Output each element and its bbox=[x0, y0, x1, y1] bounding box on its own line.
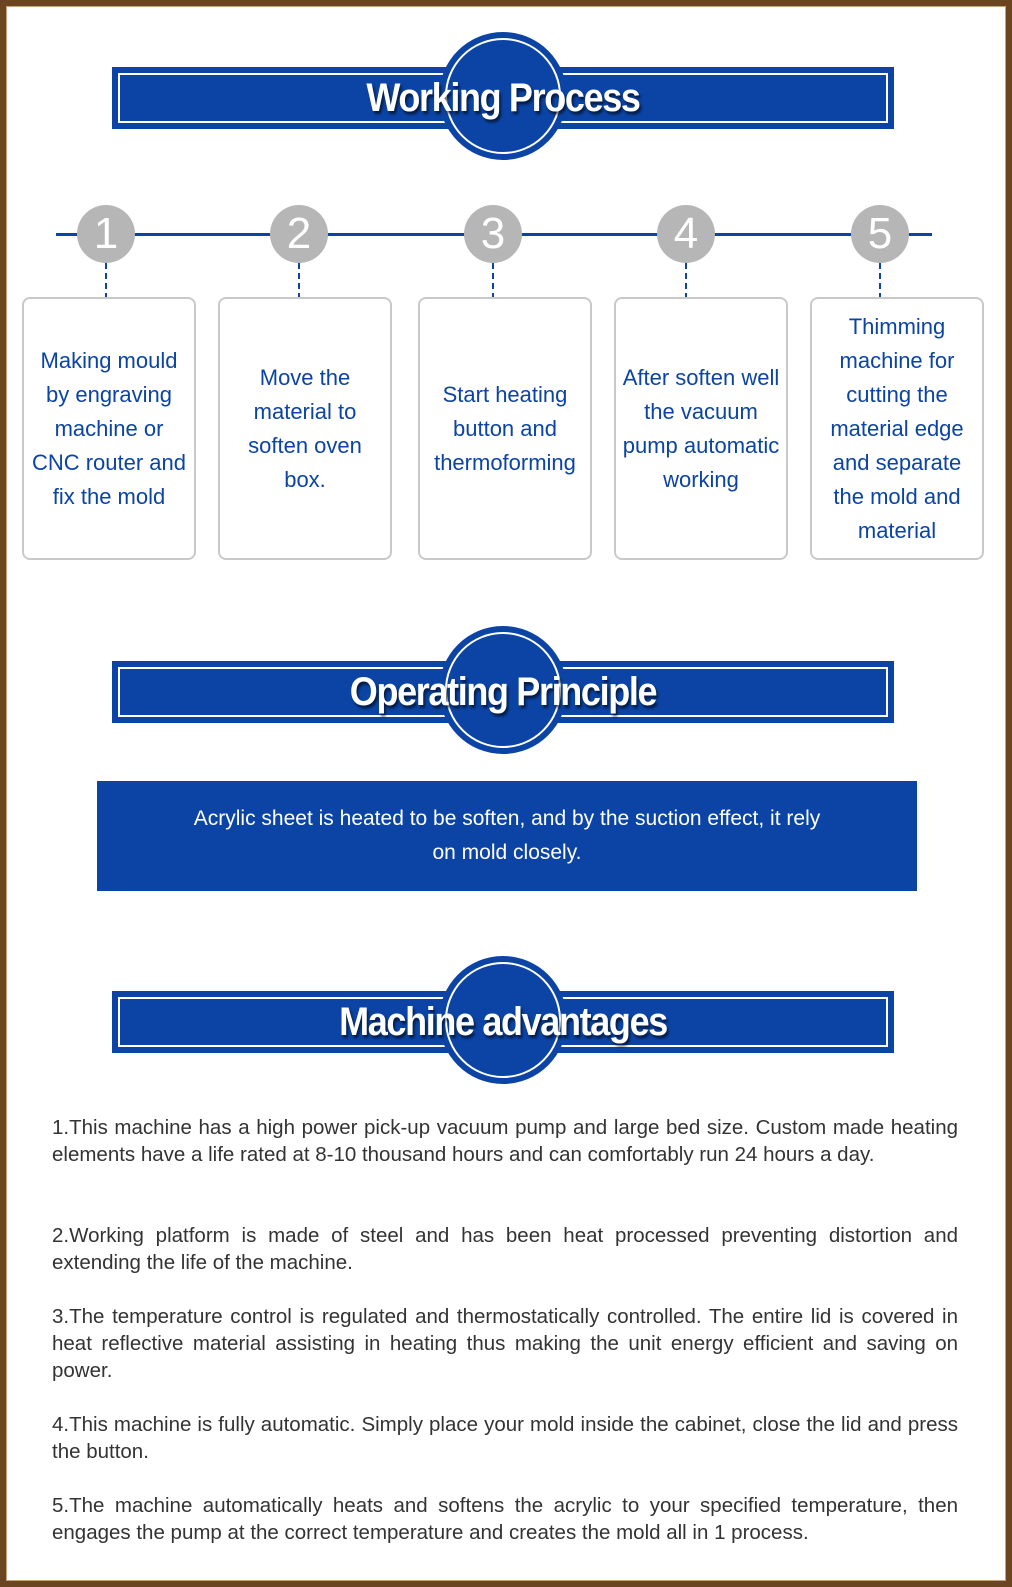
step-connector bbox=[105, 263, 107, 299]
machine-advantages-title: Machine advantages bbox=[339, 999, 667, 1044]
step-connector bbox=[685, 263, 687, 299]
step-card-2 bbox=[218, 297, 392, 560]
step-text-3: Start heating button and thermoforming bbox=[434, 381, 576, 475]
step-text-2: Move the material to soften oven box. bbox=[248, 364, 362, 492]
machine-advantages-banner bbox=[112, 991, 894, 1053]
step-connector bbox=[492, 263, 494, 299]
operating-principle-banner bbox=[112, 661, 894, 723]
advantage-item-3: 3.The temperature control is regulated and thermostatically controlled. The entire lid is covered in heat reflective material assisting in heating thus making the unit energy efficient and saving on power. bbox=[52, 1305, 958, 1382]
step-text-1: Making mould by engraving machine or CNC router and fix the mold bbox=[31, 347, 187, 509]
step-card-1 bbox=[22, 297, 196, 560]
step-card-3 bbox=[418, 297, 592, 560]
working-process-banner bbox=[112, 67, 894, 129]
advantage-item-2: 2.Working platform is made of steel and has been heat processed preventing distortion and extending the life of the machine. bbox=[52, 1224, 958, 1274]
principle-box bbox=[97, 781, 917, 891]
step-number-5: 5 bbox=[851, 205, 909, 263]
step-number-3: 3 bbox=[464, 205, 522, 263]
step-text-4: After soften well the vacuum pump automatic working bbox=[622, 364, 780, 492]
step-connector bbox=[879, 263, 881, 299]
step-card-5 bbox=[810, 297, 984, 560]
advantage-item-4: 4.This machine is fully automatic. Simply place your mold inside the cabinet, close the lid and press the button. bbox=[52, 1413, 958, 1463]
working-process-title: Working Process bbox=[366, 75, 640, 120]
step-connector bbox=[298, 263, 300, 299]
step-number-1: 1 bbox=[77, 205, 135, 263]
step-card-4 bbox=[614, 297, 788, 560]
advantage-item-5: 5.The machine automatically heats and softens the acrylic to your specified temperature, then engages the pump at the correct temperature and creates the mold all in 1 process. bbox=[52, 1494, 958, 1544]
principle-text: Acrylic sheet is heated to be soften, and by the suction effect, it rely on mold closely. bbox=[193, 807, 821, 864]
step-number-4: 4 bbox=[657, 205, 715, 263]
step-text-5: Thimming machine for cutting the material edge and separate the mold and material bbox=[830, 313, 964, 543]
step-number-2: 2 bbox=[270, 205, 328, 263]
advantage-item-1: 1.This machine has a high power pick-up vacuum pump and large bed size. Custom made heating elements have a life rated at 8-10 thousand hours and can comfortably run 24 hours a day. bbox=[52, 1116, 958, 1166]
operating-principle-title: Operating Principle bbox=[349, 669, 657, 714]
